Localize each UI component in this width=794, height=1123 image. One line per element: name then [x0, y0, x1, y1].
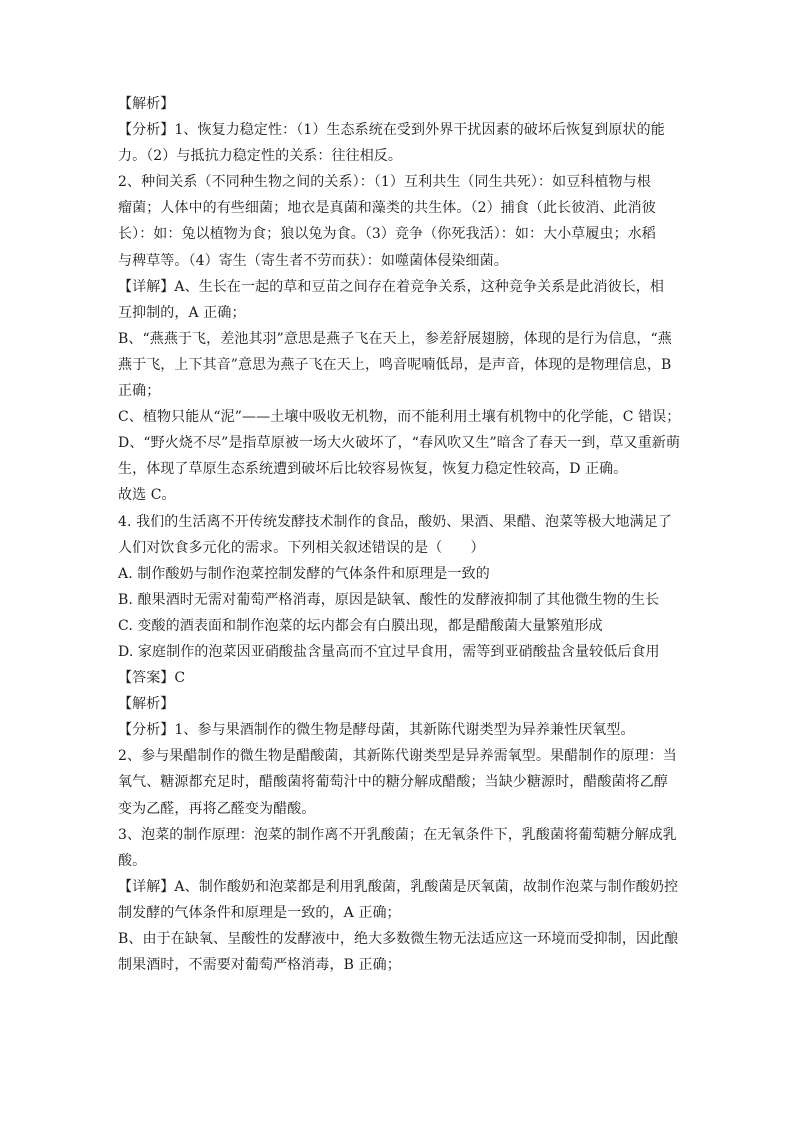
text-line: B、“燕燕于飞，差池其羽”意思是燕子飞在天上，参差舒展翅膀，体现的是行为信息，“燕 — [118, 330, 672, 347]
text-line: 变为乙醛，再将乙醛变为醋酸。 — [118, 800, 316, 817]
text-line: 【详解】A、生长在一起的草和豆苗之间存在着竞争关系，这种竞争关系是此消彼长，相 — [118, 278, 665, 295]
text-line: 力。（2）与抵抗力稳定性的关系：往往相反。 — [118, 148, 403, 165]
text-line: B、由于在缺氧、呈酸性的发酵液中，绝大多数微生物无法适应这一环境而受抑制，因此酿 — [118, 931, 679, 947]
question-line: 人们对饮食多元化的需求。下列相关叙述错误的是（ ） — [118, 539, 485, 556]
option-a: A. 制作酸奶与制作泡菜控制发酵的气体条件和原理是一致的 — [118, 565, 490, 582]
text-line: 【解析】 — [118, 696, 175, 713]
text-line: 【详解】A、制作酸奶和泡菜都是利用乳酸菌，乳酸菌是厌氧菌，故制作泡菜与制作酸奶控 — [118, 878, 679, 895]
question-line: 4. 我们的生活离不开传统发酵技术制作的食品，酸奶、果酒、果醋、泡菜等极大地满足了 — [118, 513, 672, 530]
text-line: D、“野火烧不尽”是指草原被一场大火破坏了，“春风吹又生”暗含了春天一到，草又重新萌 — [118, 435, 681, 452]
text-line: C、植物只能从“泥”——土壤中吸收无机物，而不能利用土壤有机物中的化学能，C 错误； — [118, 409, 681, 426]
answer-line: 【答案】C — [118, 670, 186, 687]
option-c: C. 变酸的酒表面和制作泡菜的坛内都会有白膜出现，都是醋酸菌大量繁殖形成 — [118, 617, 603, 634]
option-b: B. 酿果酒时无需对葡萄严格消毒，原因是缺氧、酸性的发酵液抑制了其他微生物的生长 — [118, 591, 660, 608]
text-line: 制果酒时，不需要对葡萄严格消毒，B 正确； — [118, 957, 401, 974]
text-line: 【分析】1、参与果酒制作的微生物是酵母菌，其新陈代谢类型为异养兼性厌氧型。 — [118, 722, 635, 739]
text-line: 酸。 — [118, 852, 147, 869]
text-line: 【解析】 — [118, 96, 175, 112]
text-line: 燕于飞，上下其音”意思为燕子飞在天上，鸣音呢喃低昂，是声音，体现的是物理信息，B — [118, 356, 672, 373]
text-line: 长）：如：兔以植物为食；狼以兔为食。（3）竞争（你死我活）：如：大小草履虫；水稻 — [118, 226, 656, 243]
text-line: 氧气、糖源都充足时，醋酸菌将葡萄汁中的糖分解成醋酸；当缺少糖源时，醋酸菌将乙醇 — [118, 774, 668, 791]
text-line: 2、参与果醋制作的微生物是醋酸菌，其新陈代谢类型是异养需氧型。果醋制作的原理：当 — [118, 748, 677, 765]
option-d: D. 家庭制作的泡菜因亚硝酸盐含量高而不宜过早食用，需等到亚硝酸盐含量较低后食用 — [118, 643, 660, 660]
text-line: 3、泡菜的制作原理：泡菜的制作离不开乳酸菌；在无氧条件下，乳酸菌将葡萄糖分解成乳 — [118, 826, 677, 843]
text-line: 瘤菌；人体中的有些细菌；地衣是真菌和藻类的共生体。（2）捕食（此长彼消、此消彼 — [118, 200, 656, 217]
text-line: 与稗草等。（4）寄生（寄生者不劳而获）：如噬菌体侵染细菌。 — [118, 252, 508, 269]
text-line: 2、种间关系（不同种生物之间的关系）：（1）互利共生（同生共死）：如豆科植物与根 — [118, 174, 651, 191]
text-line: 正确； — [118, 383, 161, 400]
text-line: 互抑制的，A 正确； — [118, 304, 246, 321]
text-line: 故选 C。 — [118, 487, 176, 504]
text-line: 【分析】1、恢复力稳定性：（1）生态系统在受到外界干扰因素的破坏后恢复到原状的能 — [118, 122, 665, 139]
text-line: 生，体现了草原生态系统遭到破坏后比较容易恢复，恢复力稳定性较高，D 正确。 — [118, 461, 628, 478]
text-line: 制发酵的气体条件和原理是一致的，A 正确； — [118, 904, 401, 921]
